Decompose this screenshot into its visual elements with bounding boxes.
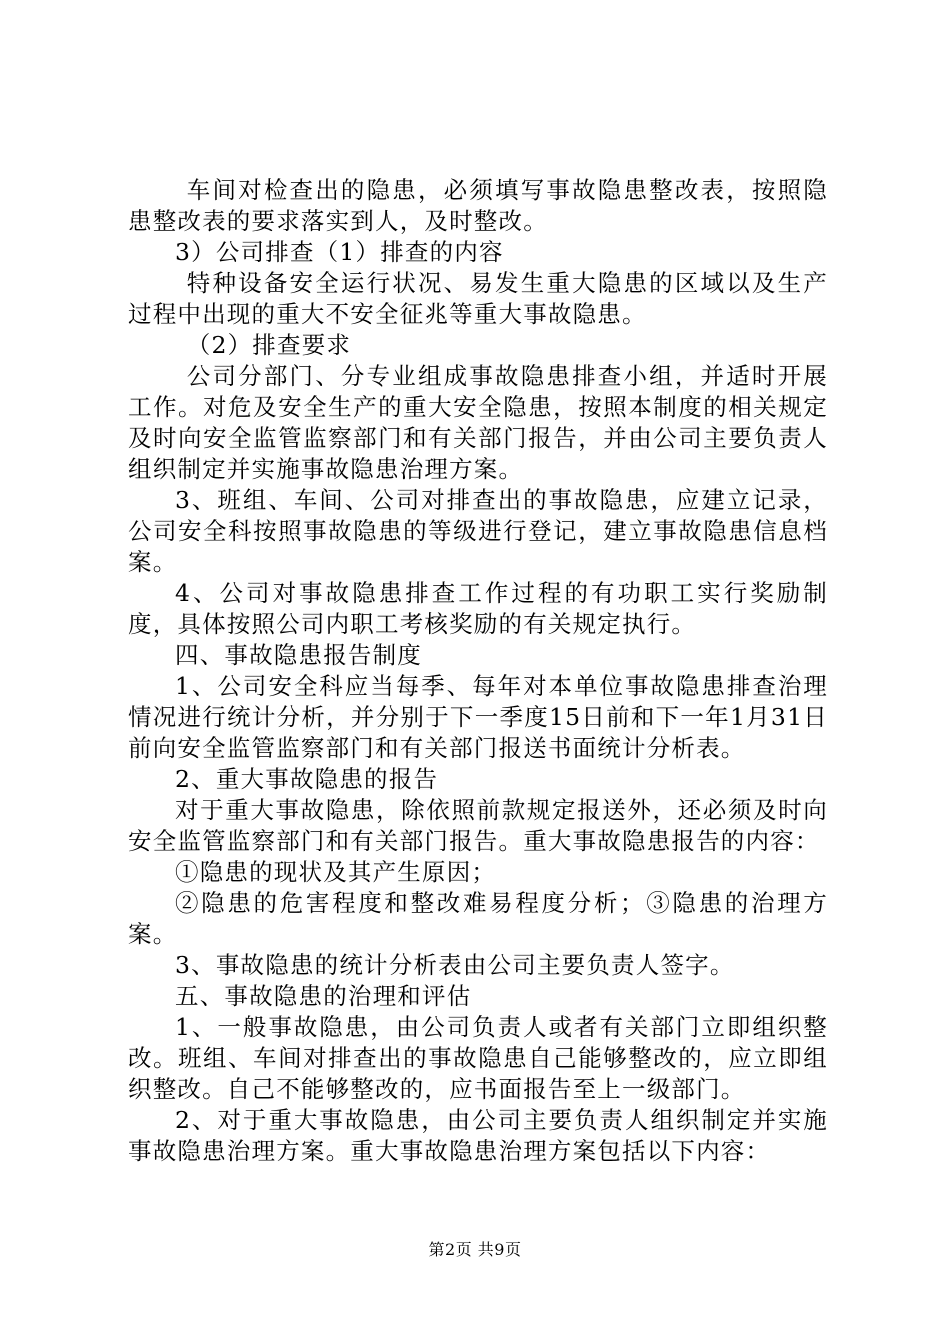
paragraph: 4、公司对事故隐患排查工作过程的有功职工实行奖励制度，具体按照公司内职工考核奖励的有关规定执行。 xyxy=(128,579,828,638)
paragraph: 对于重大事故隐患，除依照前款规定报送外，还必须及时向安全监管监察部门和有关部门报告。重大事故隐患报告的内容： xyxy=(128,796,828,855)
paragraph: 2、重大事故隐患的报告 xyxy=(175,765,439,793)
section-heading: 五、事故隐患的治理和评估 xyxy=(175,982,472,1010)
paragraph: 2、对于重大事故隐患，由公司主要负责人组织制定并实施事故隐患治理方案。重大事故隐患治理方案包括以下内容： xyxy=(128,1106,828,1165)
paragraph: 1、公司安全科应当每季、每年对本单位事故隐患排查治理情况进行统计分析，并分别于下一季度15日前和下一年1月31日前向安全监管监察部门和有关部门报送书面统计分析表。 xyxy=(128,672,828,762)
paragraph: 特种设备安全运行状况、易发生重大隐患的区域以及生产过程中出现的重大不安全征兆等重大事故隐患。 xyxy=(128,269,828,328)
list-item: ②隐患的危害程度和整改难易程度分析；③隐患的治理方案。 xyxy=(128,889,828,948)
list-item: ①隐患的现状及其产生原因； xyxy=(175,858,497,886)
paragraph: 公司分部门、分专业组成事故隐患排查小组，并适时开展工作。对危及安全生产的重大安全隐患，按照本制度的相关规定及时向安全监管监察部门和有关部门报告，并由公司主要负责人组织制定并实施事故隐患治理方案。 xyxy=(128,362,828,483)
paragraph: 1、一般事故隐患，由公司负责人或者有关部门立即组织整改。班组、车间对排查出的事故隐患自己能够整改的，应立即组织整改。自己不能够整改的，应书面报告至上一级部门。 xyxy=(128,1013,828,1103)
page-number-footer: 第2页 共9页 xyxy=(428,1240,522,1259)
paragraph: 3）公司排查（1）排查的内容 xyxy=(175,238,504,266)
document-body xyxy=(128,175,828,1167)
paragraph: 3、班组、车间、公司对排查出的事故隐患，应建立记录，公司安全科按照事故隐患的等级进行登记，建立事故隐患信息档案。 xyxy=(128,486,828,576)
paragraph: （2）排查要求 xyxy=(186,331,352,359)
paragraph: 3、事故隐患的统计分析表由公司主要负责人签字。 xyxy=(175,951,735,979)
paragraph: 车间对检查出的隐患，必须填写事故隐患整改表，按照隐患整改表的要求落实到人，及时整改。 xyxy=(128,176,828,235)
section-heading: 四、事故隐患报告制度 xyxy=(175,641,422,669)
